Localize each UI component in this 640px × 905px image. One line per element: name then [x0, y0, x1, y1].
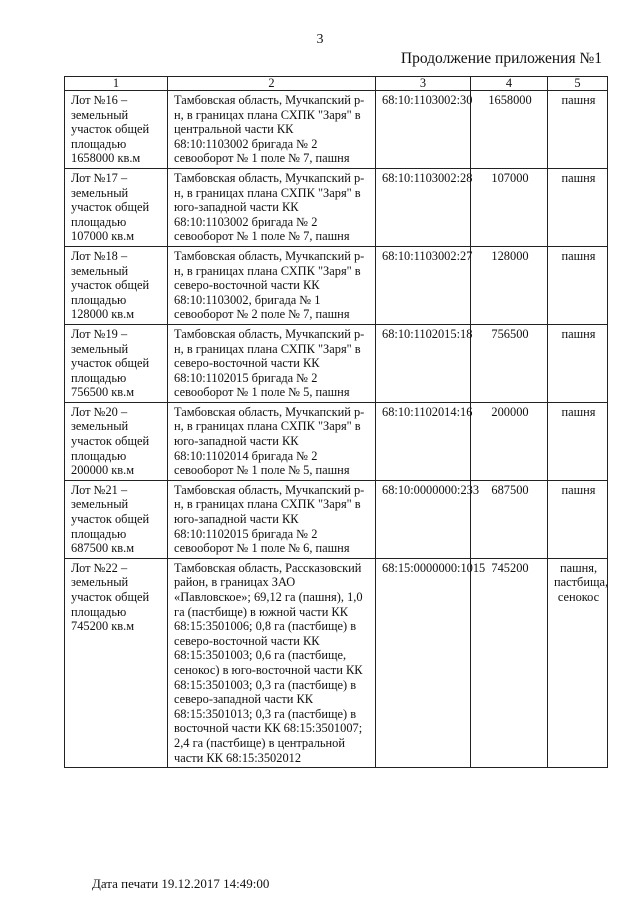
cadastral-number-cell: 68:15:0000000:1015 — [376, 558, 471, 767]
land-use-cell: пашня — [548, 402, 608, 480]
area-cell: 687500 — [471, 480, 548, 558]
lot-cell: Лот №16 – земельный участок общей площадью 1658000 кв.м — [65, 91, 168, 169]
cadastral-number-cell: 68:10:0000000:233 — [376, 480, 471, 558]
lot-cell: Лот №19 – земельный участок общей площадью 756500 кв.м — [65, 324, 168, 402]
cadastral-number-cell: 68:10:1102015:18 — [376, 324, 471, 402]
column-header: 5 — [548, 77, 608, 91]
land-use-cell: пашня — [548, 91, 608, 169]
cadastral-number-cell: 68:10:1103002:27 — [376, 246, 471, 324]
area-cell: 756500 — [471, 324, 548, 402]
table-header-row — [65, 77, 608, 91]
lot-cell: Лот №21 – земельный участок общей площадью 687500 кв.м — [65, 480, 168, 558]
area-cell: 200000 — [471, 402, 548, 480]
land-use-cell: пашня, пастбища, сенокос — [548, 558, 608, 767]
lot-cell: Лот №20 – земельный участок общей площадью 200000 кв.м — [65, 402, 168, 480]
lot-cell: Лот №22 – земельный участок общей площадью 745200 кв.м — [65, 558, 168, 767]
table-row — [65, 324, 608, 402]
appendix-heading: Продолжение приложения №1 — [400, 50, 602, 67]
page-number: 3 — [316, 32, 324, 47]
area-cell: 745200 — [471, 558, 548, 767]
table-row — [65, 480, 608, 558]
area-cell: 107000 — [471, 168, 548, 246]
column-header: 2 — [168, 77, 376, 91]
table-row — [65, 558, 608, 767]
column-header: 3 — [376, 77, 471, 91]
area-cell: 1658000 — [471, 91, 548, 169]
land-use-cell: пашня — [548, 246, 608, 324]
lot-cell: Лот №17 – земельный участок общей площадью 107000 кв.м — [65, 168, 168, 246]
land-use-cell: пашня — [548, 480, 608, 558]
location-cell: Тамбовская область, Мучкапский р-н, в границах плана СХПК "Заря" в юго-западной части КК 68:10:1102015 бригада № 2 севооборот № 1 поле № 6, пашня — [168, 480, 376, 558]
cadastral-number-cell: 68:10:1103002:28 — [376, 168, 471, 246]
location-cell: Тамбовская область, Мучкапский р-н, в границах плана СХПК "Заря" в северо-восточной части КК 68:10:1102015 бригада № 2 севооборот № 1 поле № 5, пашня — [168, 324, 376, 402]
location-cell: Тамбовская область, Рассказовский район, в границах ЗАО «Павловское»; 69,12 га (пашня), 1,0 га (пастбище) в южной части КК 68:15:3501006; 0,8 га (пастбище) в северо-восточной части КК 68:15:3501003; 0,6 га (пастбище, сенокос) в юго-восточной части КК 68:15:3501003; 0,3 га (пастбище) в северо-западной части КК 68:15:3501013; 0,3 га (пастбище) в восточной части КК 68:15:3501007; 2,4 га (пастбище) в центральной части КК 68:15:3502012 — [168, 558, 376, 767]
table-row — [65, 91, 608, 169]
land-use-cell: пашня — [548, 324, 608, 402]
lot-cell: Лот №18 – земельный участок общей площадью 128000 кв.м — [65, 246, 168, 324]
column-header: 4 — [471, 77, 548, 91]
cadastral-number-cell: 68:10:1102014:16 — [376, 402, 471, 480]
table-row — [65, 402, 608, 480]
location-cell: Тамбовская область, Мучкапский р-н, в границах плана СХПК "Заря" в северо-восточной части КК 68:10:1103002, бригада № 1 севооборот № 2 поле № 7, пашня — [168, 246, 376, 324]
table-row — [65, 246, 608, 324]
location-cell: Тамбовская область, Мучкапский р-н, в границах плана СХПК "Заря" в юго-западной части КК 68:10:1103002 бригада № 2 севооборот № 1 поле № 7, пашня — [168, 168, 376, 246]
area-cell: 128000 — [471, 246, 548, 324]
location-cell: Тамбовская область, Мучкапский р-н, в границах плана СХПК "Заря" в юго-западной части КК 68:10:1102014 бригада № 2 севооборот № 1 поле № 5, пашня — [168, 402, 376, 480]
location-cell: Тамбовская область, Мучкапский р-н, в границах плана СХПК "Заря" в центральной части КК 68:10:1103002 бригада № 2 севооборот № 1 поле № 7, пашня — [168, 91, 376, 169]
land-use-cell: пашня — [548, 168, 608, 246]
print-date: Дата печати 19.12.2017 14:49:00 — [92, 876, 270, 891]
table-row — [65, 168, 608, 246]
column-header: 1 — [65, 77, 168, 91]
cadastral-number-cell: 68:10:1103002:30 — [376, 91, 471, 169]
lots-table — [64, 76, 608, 768]
